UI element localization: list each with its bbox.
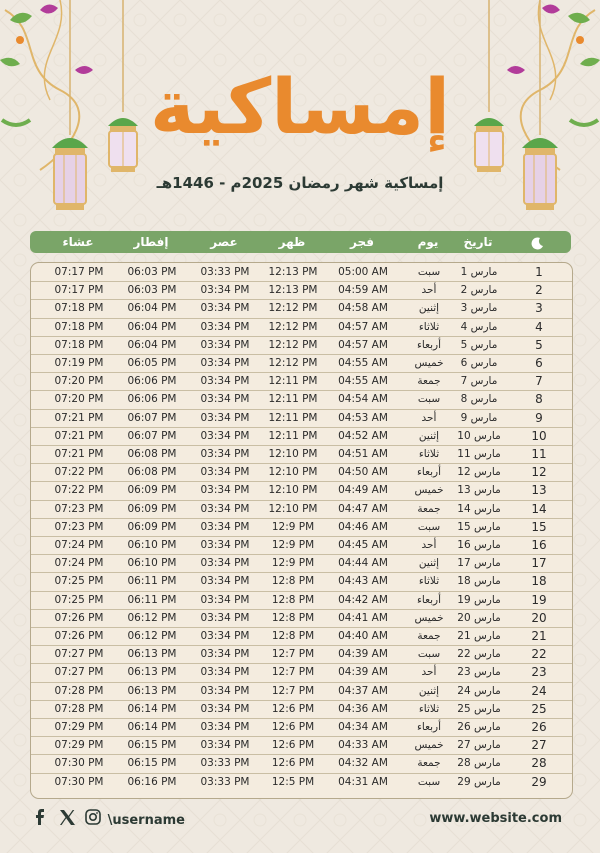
row-isha: 07:18 PM [54, 302, 104, 315]
row-asr: 03:34 PM [200, 375, 250, 388]
moon-icon [530, 231, 546, 253]
row-day: ثلاثاء [418, 575, 440, 588]
row-dhuhr: 12:8 PM [271, 593, 315, 606]
table-row [31, 318, 572, 337]
row-isha: 07:28 PM [54, 702, 104, 715]
row-fajr: 04:34 AM [338, 721, 388, 733]
row-iftar: 06:09 PM [127, 502, 177, 515]
row-fajr: 04:46 AM [338, 520, 388, 533]
table-row [31, 627, 572, 646]
row-asr: 03:34 PM [200, 411, 250, 424]
table-row [31, 372, 572, 391]
table-row [31, 700, 572, 719]
table-row [31, 354, 572, 373]
row-iftar: 06:03 PM [127, 284, 177, 297]
row-fajr: 04:37 AM [338, 684, 388, 697]
row-date: 9 مارس [460, 411, 498, 424]
row-dhuhr: 12:5 PM [271, 775, 315, 788]
row-iftar: 06:06 PM [127, 393, 177, 406]
row-number: 2 [535, 283, 543, 298]
row-date: 3 مارس [460, 302, 498, 315]
row-number: 21 [531, 629, 547, 643]
row-dhuhr: 12:11 PM [268, 393, 318, 406]
table-row [31, 718, 572, 737]
row-asr: 03:34 PM [200, 393, 250, 406]
row-number: 15 [531, 519, 547, 534]
row-dhuhr: 12:6 PM [271, 757, 315, 770]
table-row [31, 663, 572, 682]
row-number: 4 [535, 319, 543, 334]
row-isha: 07:30 PM [54, 757, 104, 770]
row-day: سبت [417, 520, 441, 533]
column-header-asr: عصر [210, 235, 238, 249]
row-fajr: 04:54 AM [338, 393, 388, 406]
row-number: 27 [531, 738, 547, 753]
row-day: أربعاء [416, 338, 442, 351]
row-date: 24 مارس [457, 684, 501, 697]
row-iftar: 06:12 PM [127, 611, 177, 624]
row-date: 4 مارس [460, 320, 498, 333]
row-isha: 07:26 PM [54, 611, 104, 624]
instagram-icon[interactable] [85, 809, 101, 832]
row-day: أربعاء [416, 466, 442, 479]
row-iftar: 06:12 PM [127, 630, 177, 642]
row-day: إثنين [418, 302, 440, 315]
row-isha: 07:19 PM [54, 357, 104, 369]
row-dhuhr: 12:10 PM [268, 466, 318, 479]
row-dhuhr: 12:8 PM [271, 575, 315, 588]
row-number: 25 [531, 701, 547, 716]
row-dhuhr: 12:11 PM [268, 411, 318, 424]
row-asr: 03:34 PM [200, 666, 250, 679]
row-iftar: 06:14 PM [127, 702, 177, 715]
row-date: 26 مارس [457, 721, 501, 733]
row-number: 7 [535, 374, 543, 389]
row-day: جمعة [417, 502, 441, 515]
table-row [31, 481, 572, 500]
row-fajr: 04:33 AM [338, 739, 388, 752]
row-asr: 03:34 PM [200, 557, 250, 570]
row-dhuhr: 12:10 PM [268, 448, 318, 460]
row-iftar: 06:13 PM [127, 684, 177, 697]
row-fajr: 04:39 AM [338, 666, 388, 679]
row-dhuhr: 12:8 PM [271, 630, 315, 642]
row-fajr: 04:43 AM [338, 575, 388, 588]
row-fajr: 04:58 AM [338, 302, 388, 315]
row-day: خميس [414, 611, 444, 624]
table-row [31, 645, 572, 664]
row-number: 14 [531, 501, 547, 516]
row-asr: 03:34 PM [200, 520, 250, 533]
row-date: 23 مارس [457, 666, 501, 679]
table-row [31, 682, 572, 701]
row-number: 16 [531, 538, 547, 552]
row-date: 29 مارس [457, 775, 501, 788]
row-asr: 03:33 PM [200, 266, 250, 278]
row-dhuhr: 12:12 PM [268, 302, 318, 315]
row-asr: 03:34 PM [200, 484, 250, 497]
row-number: 23 [531, 665, 547, 680]
website-link[interactable]: www.website.com [429, 811, 562, 826]
row-fajr: 04:49 AM [338, 484, 388, 497]
row-dhuhr: 12:10 PM [268, 502, 318, 515]
row-day: سبت [417, 775, 441, 788]
row-date: 1 مارس [460, 266, 498, 278]
row-asr: 03:34 PM [200, 448, 250, 460]
row-day: إثنين [418, 684, 440, 697]
row-dhuhr: 12:11 PM [268, 375, 318, 388]
row-day: أحد [421, 666, 437, 679]
row-date: 5 مارس [460, 338, 498, 351]
row-asr: 03:34 PM [200, 338, 250, 351]
table-row [31, 773, 572, 791]
row-day: سبت [417, 648, 441, 661]
row-date: 15 مارس [457, 520, 501, 533]
row-date: 11 مارس [457, 448, 501, 460]
row-fajr: 04:32 AM [338, 757, 388, 770]
row-date: 28 مارس [457, 757, 501, 770]
row-isha: 07:23 PM [54, 502, 104, 515]
schedule-table [30, 262, 573, 799]
row-day: ثلاثاء [418, 702, 440, 715]
row-isha: 07:17 PM [54, 284, 104, 297]
row-asr: 03:33 PM [200, 757, 250, 770]
row-date: 25 مارس [457, 702, 501, 715]
row-dhuhr: 12:8 PM [271, 611, 315, 624]
row-isha: 07:28 PM [54, 684, 104, 697]
row-isha: 07:23 PM [54, 520, 104, 533]
row-number: 19 [531, 592, 547, 607]
row-fajr: 04:31 AM [338, 775, 388, 788]
row-isha: 07:22 PM [54, 484, 104, 497]
row-number: 11 [531, 447, 547, 461]
row-day: جمعة [417, 375, 441, 388]
row-asr: 03:33 PM [200, 775, 250, 788]
row-day: أحد [421, 411, 437, 424]
row-date: 27 مارس [457, 739, 501, 752]
row-fajr: 04:47 AM [338, 502, 388, 515]
row-asr: 03:34 PM [200, 357, 250, 369]
row-date: 21 مارس [457, 630, 501, 642]
row-number: 29 [531, 774, 547, 789]
row-iftar: 06:09 PM [127, 484, 177, 497]
row-dhuhr: 12:12 PM [268, 357, 318, 369]
row-dhuhr: 12:9 PM [271, 520, 315, 533]
row-dhuhr: 12:12 PM [268, 338, 318, 351]
row-day: إثنين [418, 429, 440, 442]
row-number: 20 [531, 610, 547, 625]
row-isha: 07:26 PM [54, 630, 104, 642]
row-asr: 03:34 PM [200, 302, 250, 315]
row-isha: 07:21 PM [54, 429, 104, 442]
row-dhuhr: 12:11 PM [268, 429, 318, 442]
row-dhuhr: 12:13 PM [268, 284, 318, 297]
row-isha: 07:18 PM [54, 338, 104, 351]
table-row [31, 336, 572, 355]
row-date: 7 مارس [460, 375, 498, 388]
row-fajr: 04:39 AM [338, 648, 388, 661]
row-isha: 07:21 PM [54, 411, 104, 424]
row-fajr: 04:57 AM [338, 320, 388, 333]
row-day: سبت [417, 266, 441, 278]
row-isha: 07:20 PM [54, 393, 104, 406]
row-isha: 07:20 PM [54, 375, 104, 388]
row-date: 17 مارس [457, 557, 501, 570]
row-isha: 07:29 PM [54, 721, 104, 733]
row-date: 14 مارس [457, 502, 501, 515]
row-fajr: 04:55 AM [338, 357, 388, 369]
table-row [31, 281, 572, 300]
table-row [31, 427, 572, 446]
row-iftar: 06:15 PM [127, 757, 177, 770]
row-iftar: 06:05 PM [127, 357, 177, 369]
row-dhuhr: 12:13 PM [268, 266, 318, 278]
table-row [31, 572, 572, 591]
row-isha: 07:17 PM [54, 266, 104, 278]
row-date: 13 مارس [457, 484, 501, 497]
row-fajr: 04:50 AM [338, 466, 388, 479]
row-number: 5 [535, 337, 543, 352]
row-iftar: 06:10 PM [127, 557, 177, 570]
row-asr: 03:34 PM [200, 284, 250, 297]
row-asr: 03:34 PM [200, 739, 250, 752]
row-iftar: 06:13 PM [127, 648, 177, 661]
row-day: إثنين [418, 557, 440, 570]
table-row [31, 609, 572, 628]
table-row [31, 736, 572, 755]
row-number: 9 [535, 410, 543, 425]
row-fajr: 04:41 AM [338, 611, 388, 624]
row-day: ثلاثاء [418, 320, 440, 333]
row-iftar: 06:14 PM [127, 721, 177, 733]
row-asr: 03:34 PM [200, 684, 250, 697]
row-iftar: 06:04 PM [127, 302, 177, 315]
row-dhuhr: 12:7 PM [271, 666, 315, 679]
row-dhuhr: 12:7 PM [271, 648, 315, 661]
table-row [31, 536, 572, 555]
row-day: جمعة [417, 757, 441, 770]
row-number: 8 [535, 392, 543, 407]
row-iftar: 06:07 PM [127, 429, 177, 442]
row-asr: 03:34 PM [200, 429, 250, 442]
row-asr: 03:34 PM [200, 502, 250, 515]
column-header-day: يوم [417, 235, 439, 249]
column-header-isha: عشاء [62, 235, 94, 249]
row-day: أحد [421, 539, 437, 551]
row-iftar: 06:11 PM [127, 593, 177, 606]
row-iftar: 06:09 PM [127, 520, 177, 533]
row-iftar: 06:08 PM [127, 448, 177, 460]
row-date: 16 مارس [457, 539, 501, 551]
row-isha: 07:29 PM [54, 739, 104, 752]
row-number: 3 [535, 301, 543, 316]
row-isha: 07:25 PM [54, 593, 104, 606]
row-day: أحد [421, 284, 437, 297]
x-icon[interactable] [59, 810, 75, 832]
row-fajr: 04:57 AM [338, 338, 388, 351]
row-fajr: 04:44 AM [338, 557, 388, 570]
page-title: إمساكية [149, 62, 451, 151]
row-date: 2 مارس [460, 284, 498, 297]
row-fajr: 04:53 AM [338, 411, 388, 424]
row-iftar: 06:10 PM [127, 539, 177, 551]
social-links [34, 809, 185, 829]
table-row [31, 299, 572, 318]
row-isha: 07:21 PM [54, 448, 104, 460]
row-iftar: 06:13 PM [127, 666, 177, 679]
row-iftar: 06:15 PM [127, 739, 177, 752]
table-row [31, 554, 572, 573]
table-row [31, 409, 572, 428]
row-iftar: 06:06 PM [127, 375, 177, 388]
table-row [31, 463, 572, 482]
row-dhuhr: 12:10 PM [268, 484, 318, 497]
table-header [30, 231, 571, 253]
row-asr: 03:34 PM [200, 593, 250, 606]
row-dhuhr: 12:6 PM [271, 702, 315, 715]
row-asr: 03:34 PM [200, 630, 250, 642]
row-asr: 03:34 PM [200, 539, 250, 551]
row-date: 8 مارس [460, 393, 498, 406]
row-fajr: 04:55 AM [338, 375, 388, 388]
row-iftar: 06:04 PM [127, 338, 177, 351]
row-isha: 07:27 PM [54, 666, 104, 679]
row-number: 28 [531, 756, 547, 771]
column-header-fajr: فجر [350, 235, 374, 249]
row-number: 12 [531, 465, 547, 480]
row-day: خميس [414, 357, 444, 369]
row-fajr: 05:00 AM [338, 266, 388, 278]
table-row [31, 591, 572, 610]
page-subtitle: إمساكية شهر رمضان 2025م - 1446هـ [156, 174, 444, 192]
table-row [31, 500, 572, 519]
row-iftar: 06:16 PM [127, 775, 177, 788]
table-row [31, 518, 572, 537]
row-asr: 03:34 PM [200, 611, 250, 624]
row-number: 24 [531, 683, 547, 698]
row-dhuhr: 12:6 PM [271, 721, 315, 733]
table-row [31, 445, 572, 464]
row-isha: 07:18 PM [54, 320, 104, 333]
row-dhuhr: 12:12 PM [268, 320, 318, 333]
row-date: 6 مارس [460, 357, 498, 369]
column-header-dhuhr: ظهر [278, 235, 306, 249]
username-text[interactable]: \username [107, 812, 185, 828]
row-day: ثلاثاء [418, 448, 440, 460]
row-isha: 07:24 PM [54, 557, 104, 570]
facebook-icon[interactable] [34, 809, 46, 832]
row-day: خميس [414, 739, 444, 752]
row-day: أربعاء [416, 593, 442, 606]
row-iftar: 06:07 PM [127, 411, 177, 424]
row-isha: 07:24 PM [54, 539, 104, 551]
column-header-date: تاريخ [463, 235, 493, 249]
row-isha: 07:30 PM [54, 775, 104, 788]
row-asr: 03:34 PM [200, 721, 250, 733]
table-row [31, 390, 572, 409]
row-isha: 07:22 PM [54, 466, 104, 479]
row-isha: 07:27 PM [54, 648, 104, 661]
row-day: خميس [414, 484, 444, 497]
row-asr: 03:34 PM [200, 320, 250, 333]
row-day: سبت [417, 393, 441, 406]
row-number: 10 [531, 428, 547, 443]
row-iftar: 06:04 PM [127, 320, 177, 333]
row-dhuhr: 12:9 PM [271, 557, 315, 570]
row-date: 19 مارس [457, 593, 501, 606]
row-number: 18 [531, 574, 547, 589]
row-fajr: 04:52 AM [338, 429, 388, 442]
row-dhuhr: 12:6 PM [271, 739, 315, 752]
row-number: 1 [535, 265, 543, 279]
row-asr: 03:34 PM [200, 575, 250, 588]
row-asr: 03:34 PM [200, 648, 250, 661]
row-asr: 03:34 PM [200, 702, 250, 715]
row-number: 26 [531, 720, 547, 734]
row-day: جمعة [417, 630, 441, 642]
row-date: 10 مارس [457, 429, 501, 442]
row-date: 12 مارس [457, 466, 501, 479]
column-header-iftar: إفطار [133, 235, 169, 249]
row-iftar: 06:11 PM [127, 575, 177, 588]
row-isha: 07:25 PM [54, 575, 104, 588]
table-row [31, 263, 572, 282]
row-iftar: 06:03 PM [127, 266, 177, 278]
row-fajr: 04:40 AM [338, 630, 388, 642]
row-iftar: 06:08 PM [127, 466, 177, 479]
row-number: 13 [531, 483, 547, 498]
row-number: 17 [531, 556, 547, 571]
row-fajr: 04:36 AM [338, 702, 388, 715]
row-dhuhr: 12:7 PM [271, 684, 315, 697]
row-asr: 03:34 PM [200, 466, 250, 479]
row-date: 20 مارس [457, 611, 501, 624]
table-row [31, 754, 572, 773]
row-day: أربعاء [416, 721, 442, 733]
row-number: 6 [535, 356, 543, 370]
row-fajr: 04:45 AM [338, 539, 388, 551]
row-fajr: 04:59 AM [338, 284, 388, 297]
row-number: 22 [531, 647, 547, 662]
row-fajr: 04:51 AM [338, 448, 388, 460]
row-date: 22 مارس [457, 648, 501, 661]
row-fajr: 04:42 AM [338, 593, 388, 606]
row-dhuhr: 12:9 PM [271, 539, 315, 551]
row-date: 18 مارس [457, 575, 501, 588]
